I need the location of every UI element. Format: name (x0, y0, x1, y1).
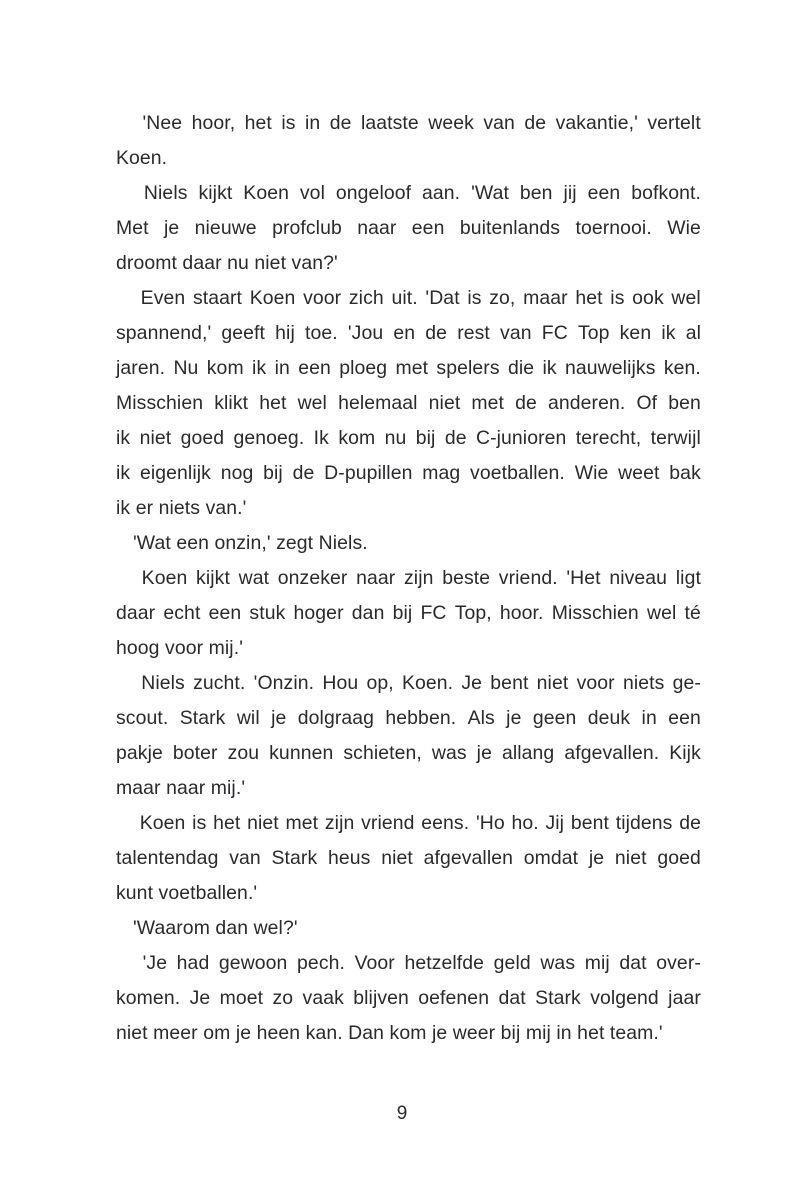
text-line: droomt daar nu niet van?' (116, 252, 338, 274)
text-line: niet meer om je heen kan. Dan kom je weer bij mij in het team.' (116, 1022, 663, 1044)
text-line: ik eigenlijk nog bij de D-pupillen mag voetballen. Wie weet bak (116, 462, 701, 484)
paragraph (116, 526, 701, 561)
paragraph-indent (116, 561, 133, 596)
text-line: Niels zucht. 'Onzin. Hou op, Koen. Je bent niet voor niets ge- (116, 666, 701, 701)
paragraph-indent (116, 946, 133, 981)
text-line: 'Wat een onzin,' zegt Niels. (133, 532, 368, 554)
text-line: ik niet goed genoeg. Ik kom nu bij de C-junioren terecht, terwijl (116, 427, 701, 449)
text-line: jaren. Nu kom ik in een ploeg met spelers die ik nauwelijks ken. (116, 357, 701, 379)
text-line: spannend,' geeft hij toe. 'Jou en de rest van FC Top ken ik al (116, 322, 701, 344)
paragraph (116, 946, 701, 1051)
paragraph (116, 806, 701, 911)
text-line: 'Waarom dan wel?' (133, 917, 298, 939)
text-line: komen. Je moet zo vaak blijven oefenen dat Stark volgend jaar (116, 987, 701, 1009)
paragraph (116, 176, 701, 281)
text-line: Misschien klikt het wel helemaal niet met de anderen. Of ben (116, 392, 701, 414)
text-line: Koen kijkt wat onzeker naar zijn beste vriend. 'Het niveau ligt (116, 561, 701, 596)
paragraph (116, 666, 701, 806)
text-line: 'Nee hoor, het is in de laatste week van de vakantie,' vertelt (116, 106, 701, 141)
paragraph-indent (116, 806, 133, 841)
paragraph-indent (116, 106, 133, 141)
paragraph-indent (116, 281, 133, 316)
text-line: Niels kijkt Koen vol ongeloof aan. 'Wat ben jij een bofkont. (116, 176, 701, 211)
paragraph (116, 911, 701, 946)
text-line: Koen. (116, 147, 168, 169)
text-line: maar naar mij.' (116, 777, 246, 799)
text-line: hoog voor mij.' (116, 637, 243, 659)
paragraph (116, 281, 701, 526)
text-line: Met je nieuwe profclub naar een buitenlands toernooi. Wie (116, 217, 701, 239)
text-line: talentendag van Stark heus niet afgevallen omdat je niet goed (116, 847, 701, 869)
text-line: Even staart Koen voor zich uit. 'Dat is zo, maar het is ook wel (116, 281, 701, 316)
paragraph-indent (116, 666, 133, 701)
text-line: daar echt een stuk hoger dan bij FC Top, hoor. Misschien wel té (116, 602, 701, 624)
text-line: ik er niets van.' (116, 497, 247, 519)
text-line: scout. Stark wil je dolgraag hebben. Als je geen deuk in een (116, 707, 701, 729)
paragraph-indent (116, 176, 133, 211)
page-number: 9 (396, 1103, 408, 1124)
text-line: 'Je had gewoon pech. Voor hetzelfde geld was mij dat over- (116, 946, 701, 981)
text-line: Koen is het niet met zijn vriend eens. 'Ho ho. Jij bent tijdens de (116, 806, 701, 841)
text-line: kunt voetballen.' (116, 882, 258, 904)
text-line: pakje boter zou kunnen schieten, was je allang afgevallen. Kijk (116, 742, 701, 764)
paragraph (116, 561, 701, 666)
paragraph (116, 106, 701, 176)
page-text-block (116, 106, 701, 1051)
